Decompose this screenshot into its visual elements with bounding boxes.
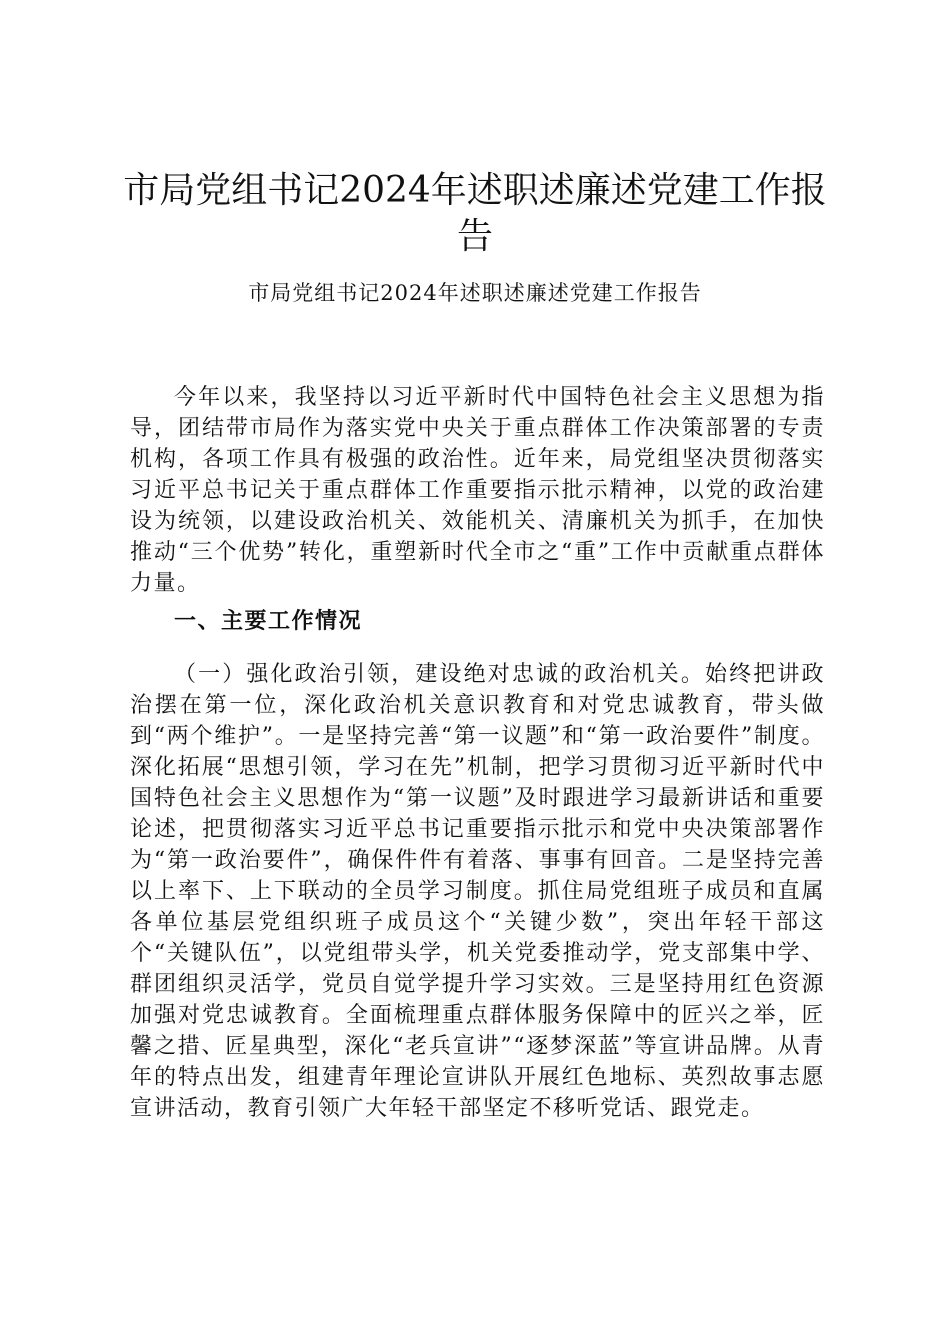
document-subtitle: 市局党组书记2024年述职述廉述党建工作报告 <box>248 281 702 305</box>
body-paragraph: （一）强化政治引领，建设绝对忠诚的政治机关。始终把讲政治摆在第一位，深化政治机关意识教育和对党忠诚教育，带头做到“两个维护”。一是坚持完善“第一议题”和“第一政治要件”制度。深化拓展“思想引领，学习在先”机制，把学习贯彻习近平新时代中国特色社会主义思想作为“第一议题”及时跟进学习最新讲话和重要论述，把贯彻落实习近平总书记重要指示批示和党中央决策部署作为“第一政治要件”，确保件件有着落、事事有回音。二是坚持完善以上率下、上下联动的全员学习制度。抓住局党组班子成员和直属各单位基层党组织班子成员这个“关键少数”，突出年轻干部这个“关键队伍”，以党组带头学，机关党委推动学，党支部集中学、群团组织灵活学，党员自觉学提升学习实效。三是坚持用红色资源加强对党忠诚教育。全面梳理重点群体服务保障中的匠兴之举，匠馨之措、匠星典型，深化“老兵宣讲”“逐梦深蓝”等宣讲品牌。从青年的特点出发，组建青年理论宣讲队开展红色地标、英烈故事志愿宣讲活动，教育引领广大年轻干部坚定不移听党话、跟党走。 <box>130 662 825 1121</box>
section-heading: 一、主要工作情况 <box>174 608 363 634</box>
document-title: 市局党组书记2024年述职述廉述党建工作报告 <box>123 170 827 257</box>
intro-paragraph: 今年以来，我坚持以习近平新时代中国特色社会主义思想为指导，团结带市局作为落实党中央关于重点群体工作决策部署的专责机构，各项工作具有极强的政治性。近年来，局党组坚决贯彻落实习近平总书记关于重点群体工作重要指示批示精神，以党的政治建设为统领，以建设政治机关、效能机关、清廉机关为抓手，在加快推动“三个优势”转化，重塑新时代全市之“重”工作中贡献重点群体力量。 <box>130 385 825 596</box>
